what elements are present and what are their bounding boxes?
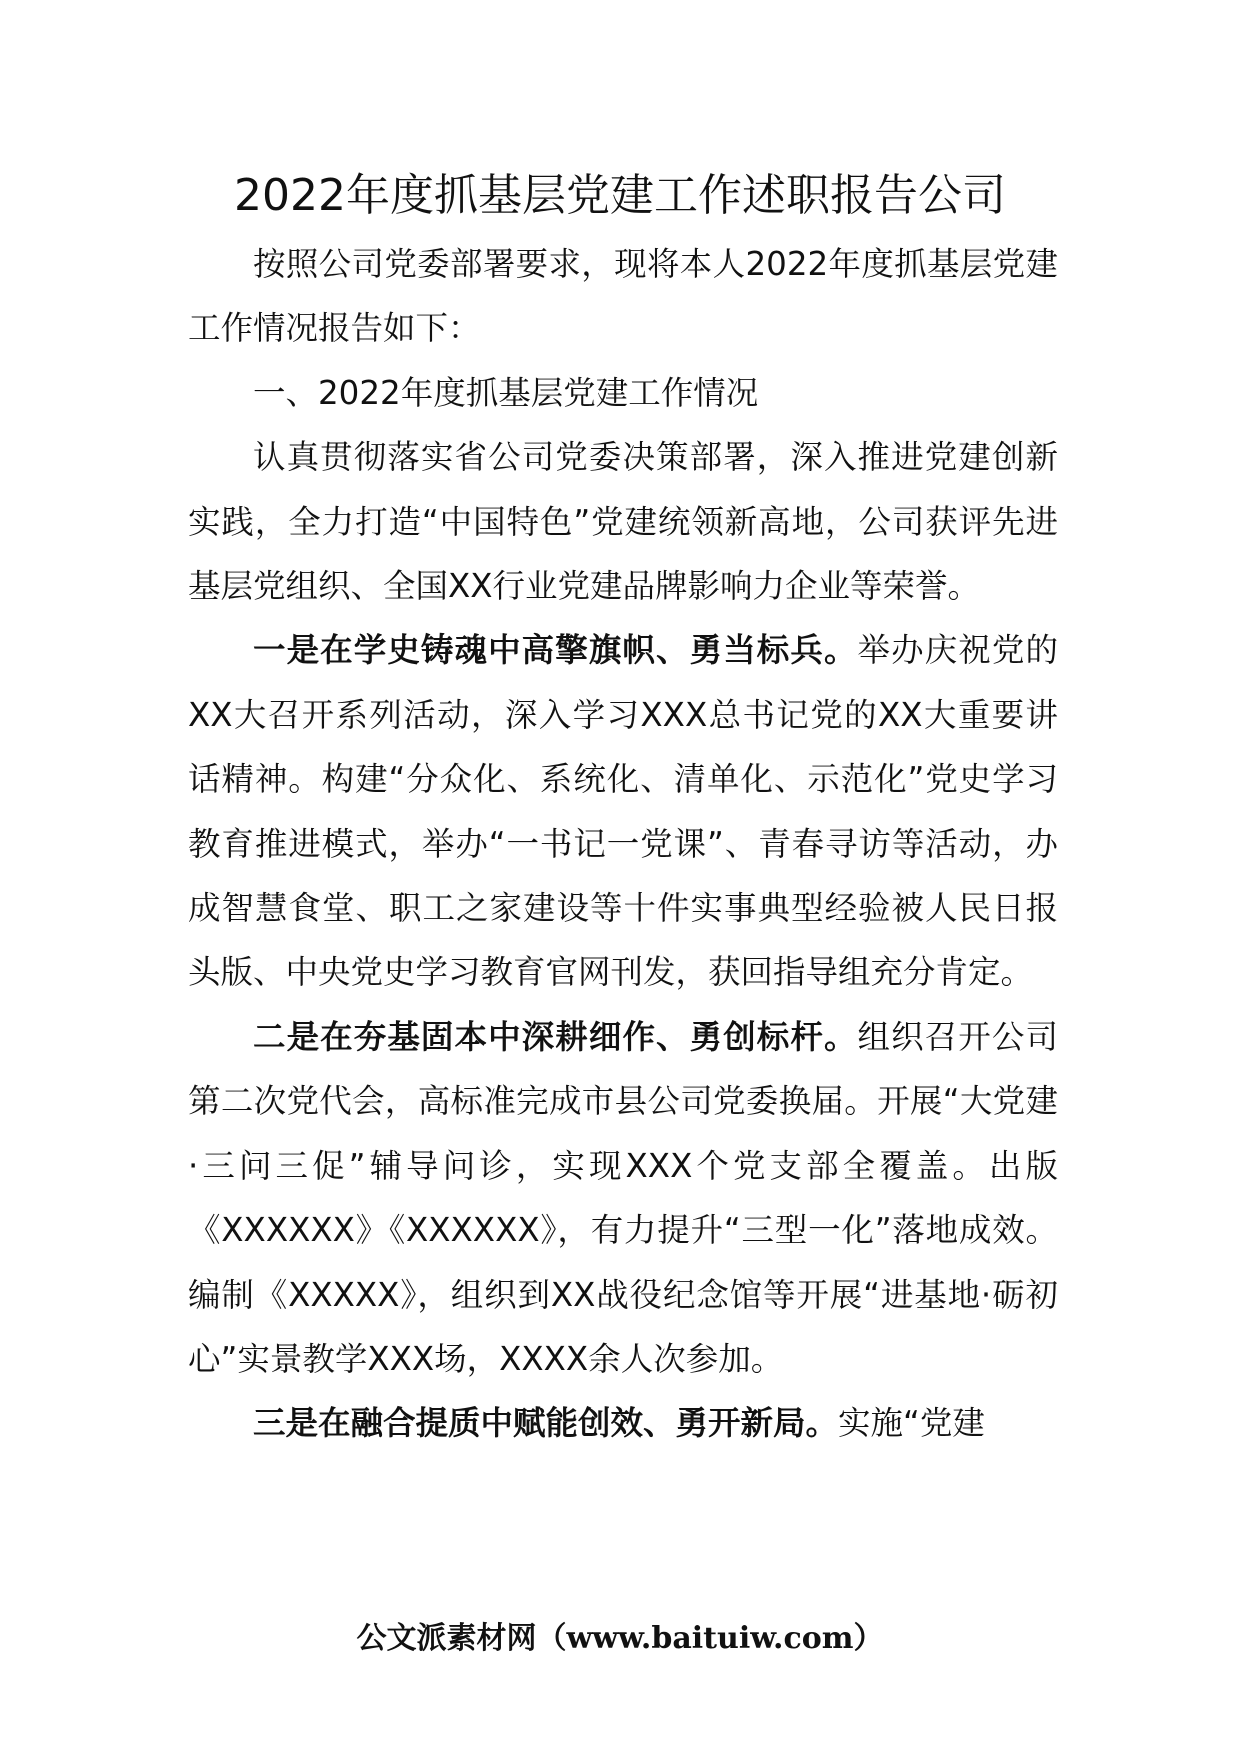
footer-watermark: 公文派素材网（www.baituiw.com） xyxy=(356,1621,884,1656)
document-title: 2022年度抓基层党建工作述职报告公司 xyxy=(234,170,1006,221)
paragraph-text: 举办庆祝党的XX大召开系列活动，深入学习XXX总书记党的XX大重要讲话精神。构建“分众化、系统化、清单化、示范化”党史学习教育推进模式，举办“一书记一党课”、青春寻访等活动，办成智慧食堂、职工之家建设等十件实事典型经验被人民日报头版、中央党史学习教育官网刊发，获回指导组充分肯定。 xyxy=(188,631,1058,992)
paragraph-intro xyxy=(188,232,1058,361)
paragraph-text: 组织召开公司第二次党代会，高标准完成市县公司党委换届。开展“大党建·三问三促”辅导问诊，实现XXX个党支部全覆盖。出版《XXXXXX》《XXXXXX》，有力提升“三型一化”落地成效。编制《XXXXX》，组织到XX战役纪念馆等开展“进基地·砺初心”实景教学XXX场，XXXX余人次参加。 xyxy=(188,1017,1058,1378)
paragraph-lead: 二是在夯基固本中深耕细作、勇创标杆。 xyxy=(253,1017,858,1056)
paragraph-point-two xyxy=(188,1005,1058,1391)
section-heading xyxy=(188,361,1058,425)
paragraph-lead: 一是在学史铸魂中高擎旗帜、勇当标兵。 xyxy=(253,631,858,670)
paragraph-point-one xyxy=(188,618,1058,1004)
paragraph-text: 一、2022年度抓基层党建工作情况 xyxy=(253,373,759,412)
paragraph-text: 认真贯彻落实省公司党委决策部署，深入推进党建创新实践，全力打造“中国特色”党建统领新高地，公司获评先进基层党组织、全国XX行业党建品牌影响力企业等荣誉。 xyxy=(188,438,1058,606)
paragraph-text: 按照公司党委部署要求，现将本人2022年度抓基层党建工作情况报告如下： xyxy=(188,245,1058,348)
paragraph-text: 实施“党建 xyxy=(838,1404,985,1443)
paragraph-point-three xyxy=(188,1391,1058,1455)
paragraph-lead: 三是在融合提质中赋能创效、勇开新局。 xyxy=(253,1404,839,1443)
paragraph-summary xyxy=(188,425,1058,618)
document-body xyxy=(188,232,1058,1456)
